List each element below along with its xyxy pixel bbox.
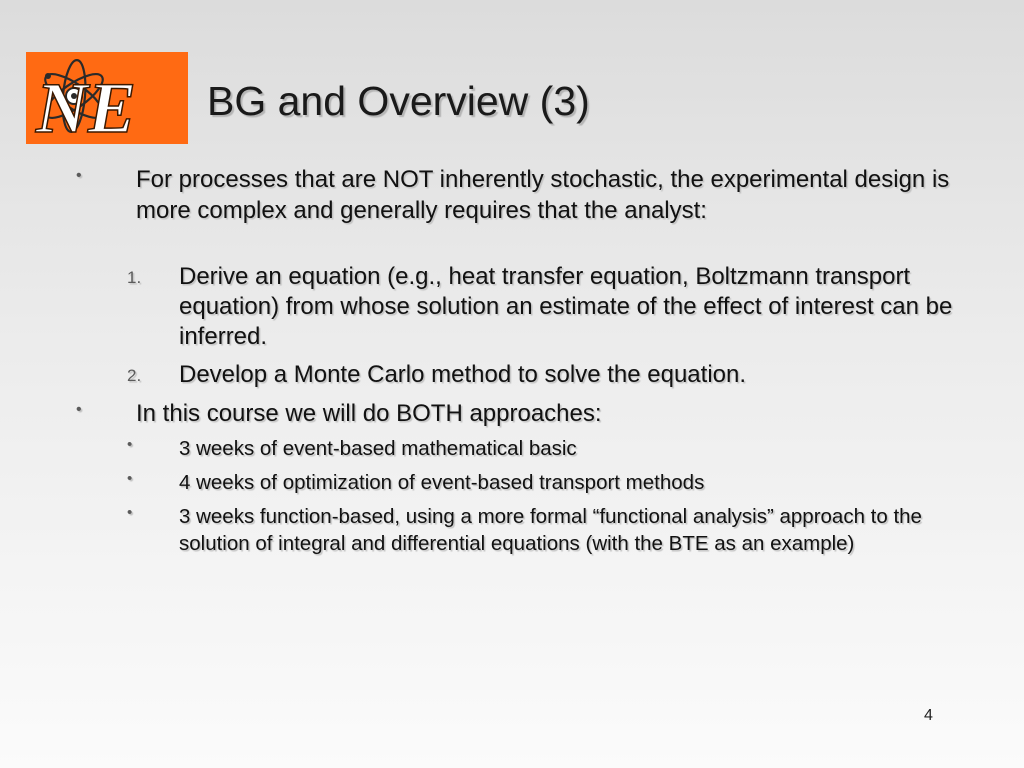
sub-bullet-text: 3 weeks of event-based mathematical basic — [179, 437, 577, 460]
ne-atom-logo — [26, 52, 188, 144]
bullet-marker: • — [76, 167, 82, 184]
logo-text: NE — [36, 68, 137, 144]
numbered-text: Derive an equation (e.g., heat transfer equation, Boltzmann transport equation) from whose solution an estimate of the effect of interest can be inferred. — [179, 263, 953, 350]
numbered-text: Develop a Monte Carlo method to solve the equation. — [179, 361, 747, 388]
sub-bullet-text: 4 weeks of optimization of event-based transport methods — [179, 471, 705, 494]
bullet-text: For processes that are NOT inherently stochastic, the experimental design is more complex and generally requires that the analyst: — [136, 166, 950, 224]
bullet-marker: • — [76, 401, 82, 418]
number-marker: 1. — [127, 268, 142, 287]
atom-logo-icon — [26, 52, 188, 144]
sub-bullet-marker: • — [127, 436, 133, 453]
sub-bullet-text: 3 weeks function-based, using a more formal “functional analysis” approach to the solution of integral and differential equations (with the BTE as an example) — [179, 505, 922, 555]
slide-title: BG and Overview (3) — [207, 78, 590, 124]
sub-bullet-marker: • — [127, 470, 133, 487]
number-marker: 2. — [127, 366, 142, 385]
bullet-text: In this course we will do BOTH approaches: — [136, 400, 602, 427]
page-number: 4 — [924, 707, 933, 724]
sub-bullet-marker: • — [127, 504, 133, 521]
